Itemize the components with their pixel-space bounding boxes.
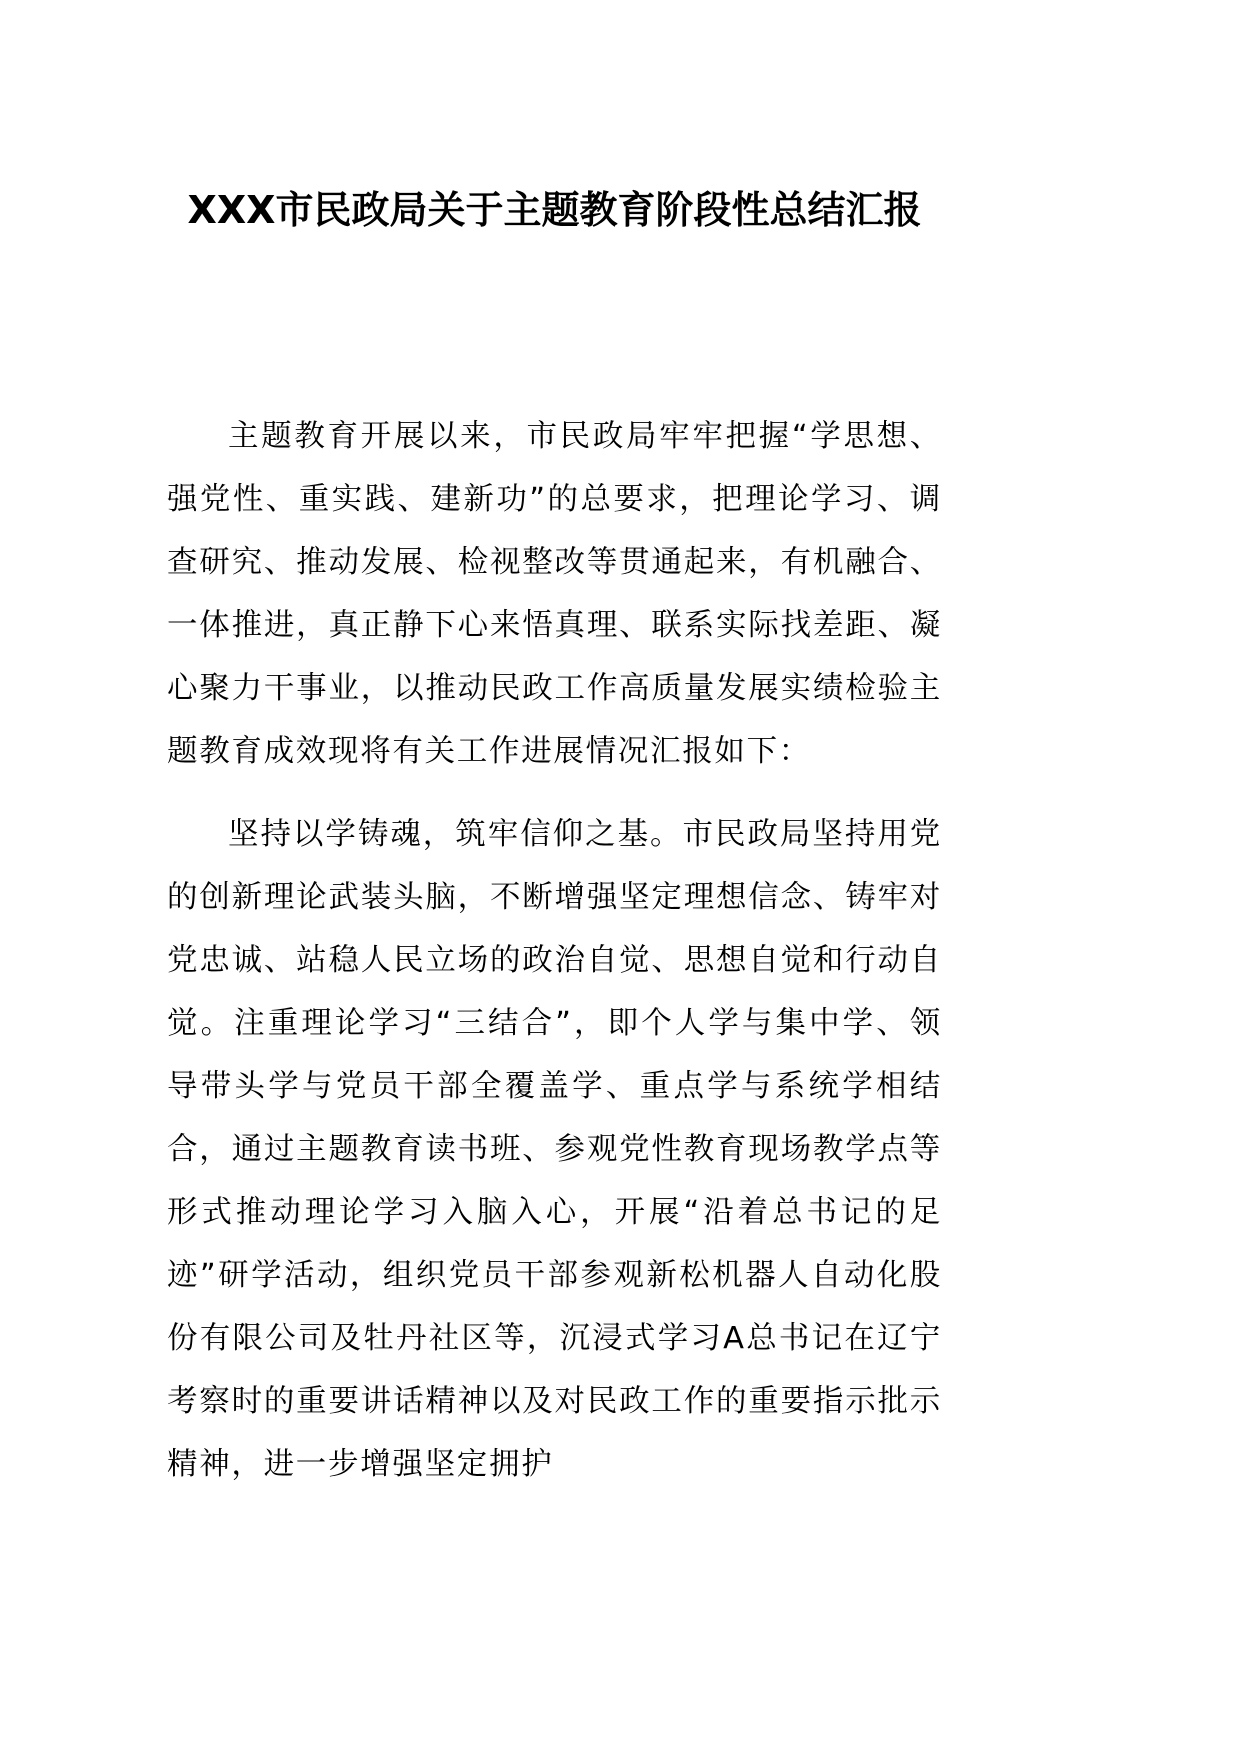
body-paragraph-intro: 主题教育开展以来，市民政局牢牢把握“学思想、强党性、重实践、建新功”的总要求，把理论学习、调查研究、推动发展、检视整改等贯通起来，有机融合、一体推进，真正静下心来悟真理、联系实际找差距、凝心聚力干事业，以推动民政工作高质量发展实绩检验主题教育成效现将有关工作进展情况汇报如下： (167, 419, 942, 769)
document-title: XXX市民政局关于主题教育阶段性总结汇报 (187, 188, 922, 232)
body-paragraph-study: 坚持以学铸魂，筑牢信仰之基。市民政局坚持用党的创新理论武装头脑，不断增强坚定理想信念、铸牢对党忠诚、站稳人民立场的政治自觉、思想自觉和行动自觉。注重理论学习“三结合”，即个人学与集中学、领导带头学与党员干部全覆盖学、重点学与系统学相结合，通过主题教育读书班、参观党性教育现场教学点等形式推动理论学习入脑入心，开展“沿着总书记的足迹”研学活动，组织党员干部参观新松机器人自动化股份有限公司及牡丹社区等，沉浸式学习A总书记在辽宁考察时的重要讲话精神以及对民政工作的重要指示批示精神，进一步增强坚定拥护 (167, 817, 942, 1482)
